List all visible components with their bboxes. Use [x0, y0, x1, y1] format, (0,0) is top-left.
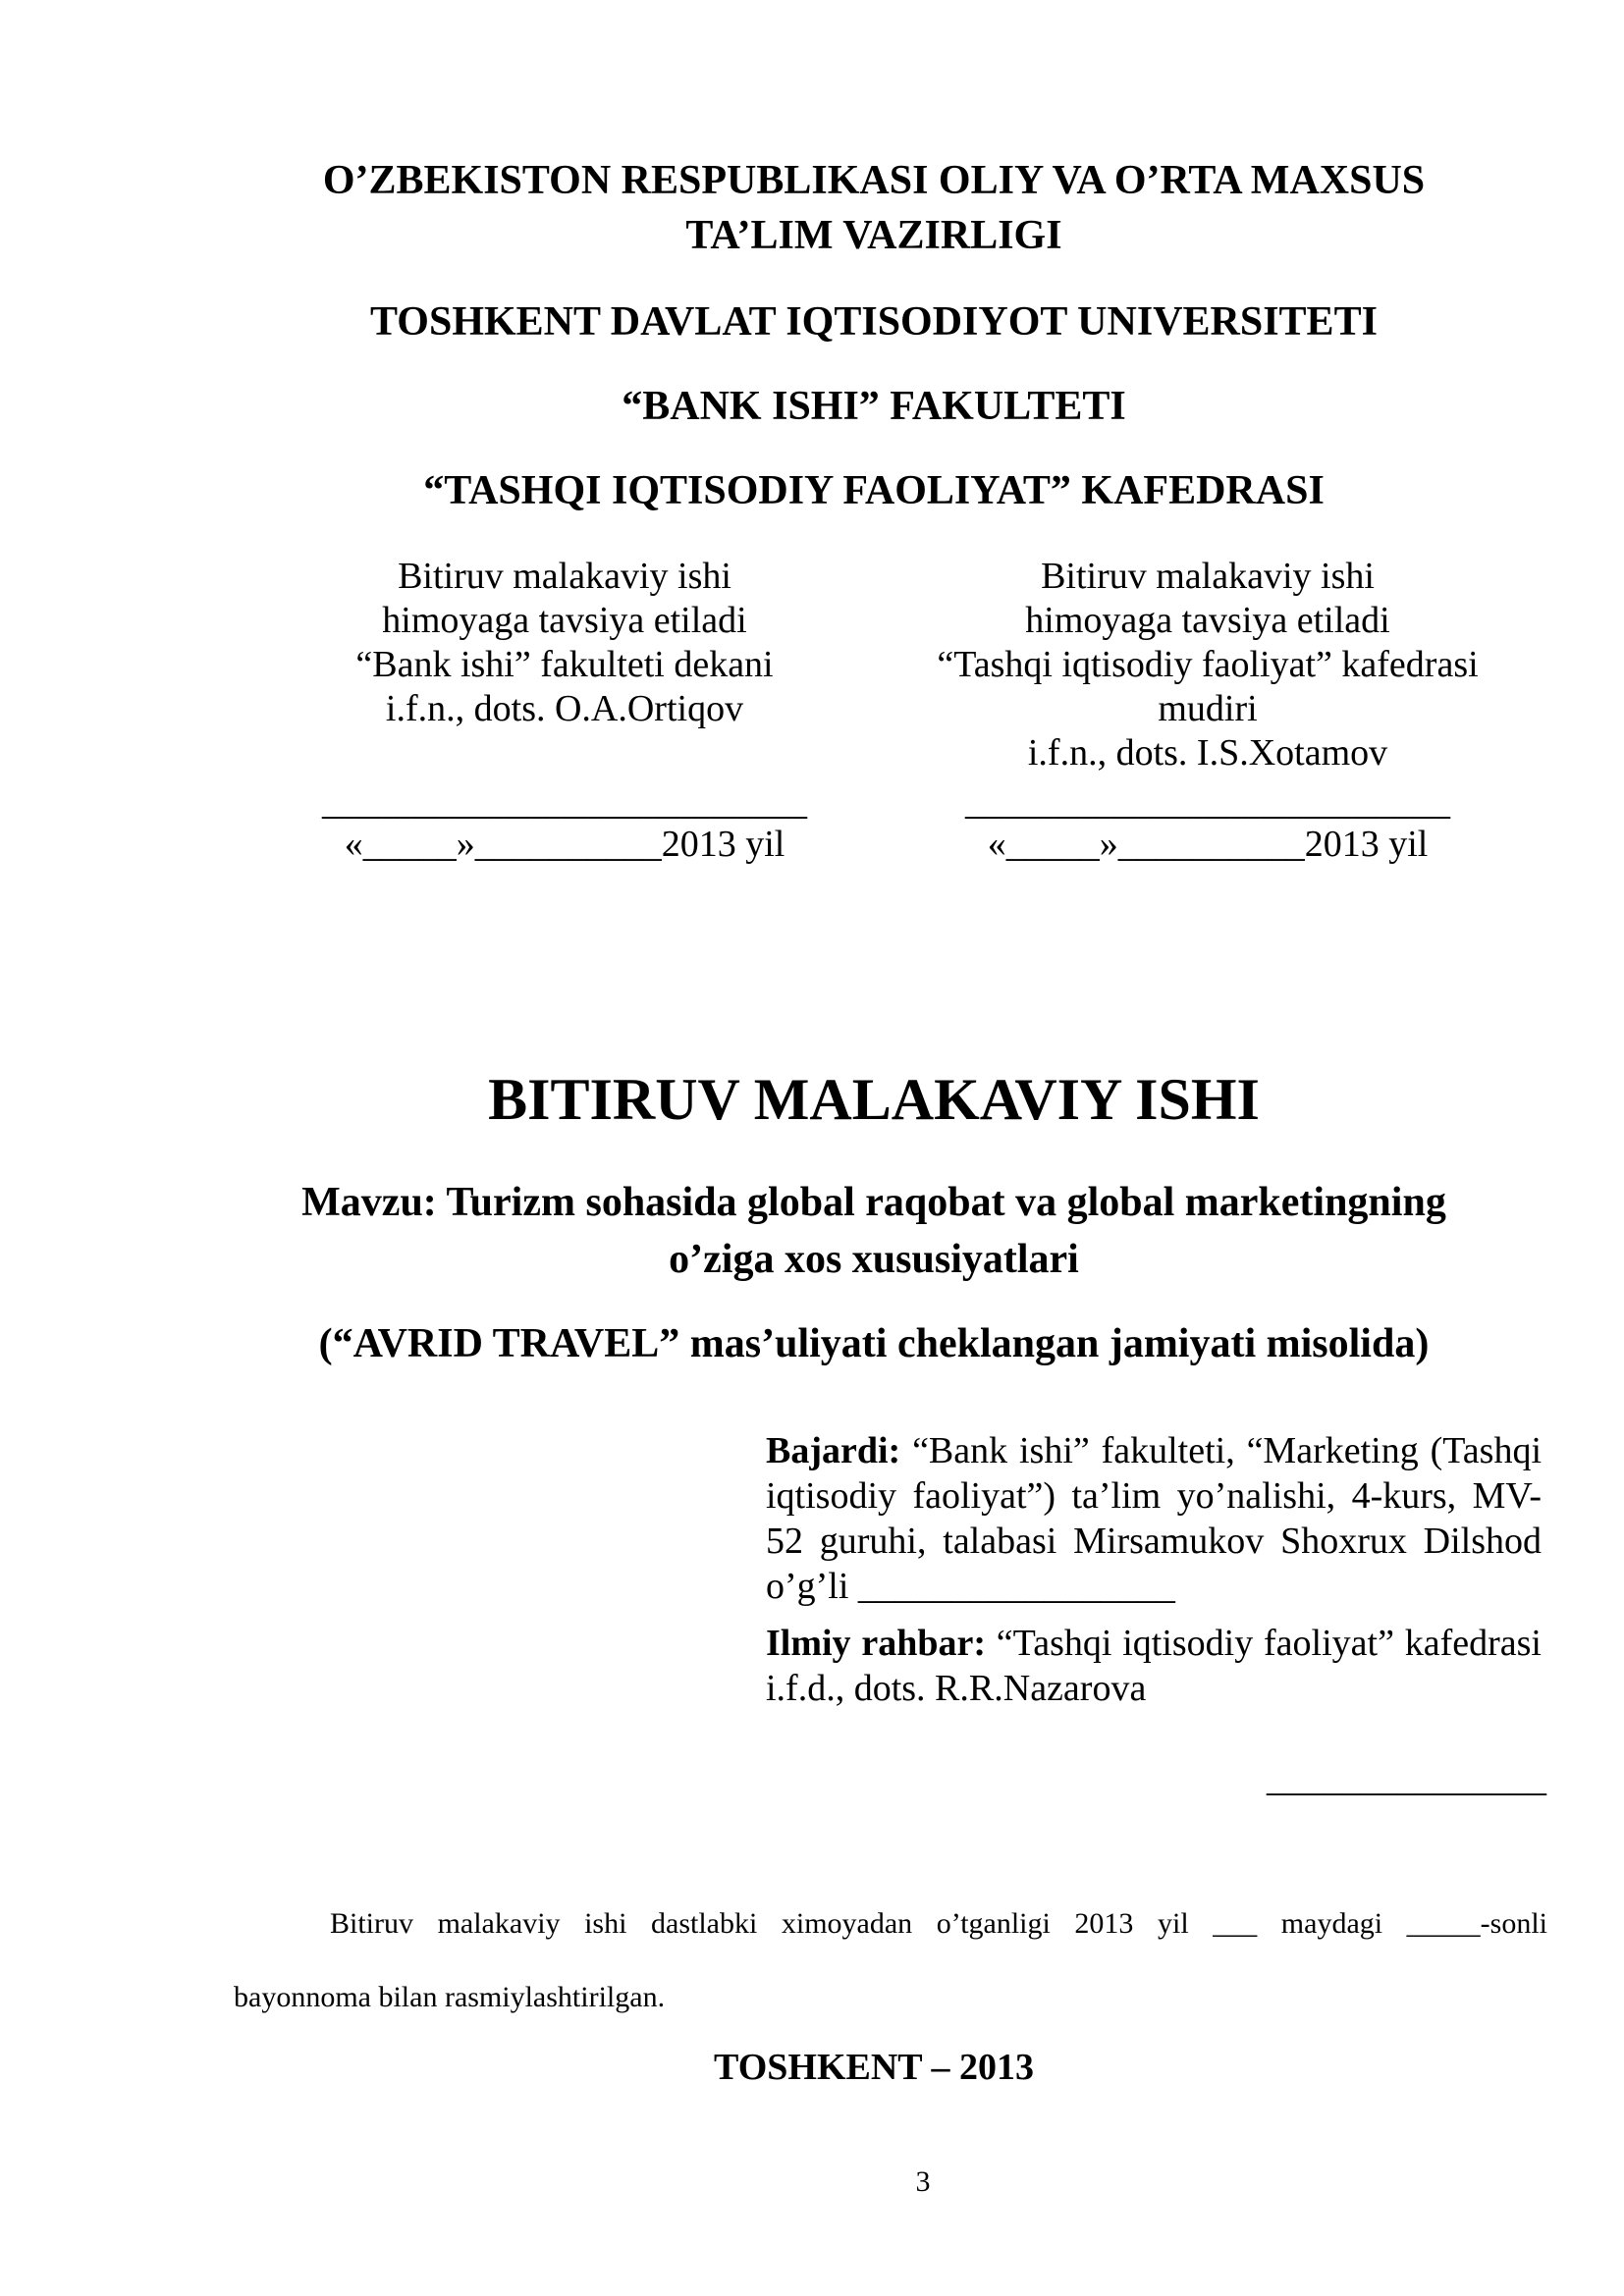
approval-left-line3: “Bank ishi” fakulteti dekani [355, 644, 774, 685]
ministry-line-2: TA’LIM VAZIRLIGI [685, 213, 1062, 258]
page-number: 3 [915, 2165, 931, 2198]
approval-left-line1: Bitiruv malakaviy ishi [398, 556, 731, 597]
author-block [766, 1428, 1542, 1711]
university-name: TOSHKENT DAVLAT IQTISODIYOT UNIVERSITETI [370, 299, 1378, 345]
approval-left-line4: i.f.n., dots. O.A.Ortiqov [385, 688, 744, 729]
approval-right-line4: mudiri [1158, 688, 1258, 729]
department-name: “TASHQI IQTISODIY FAOLIYAT” KAFEDRASI [423, 468, 1325, 513]
document-title: BITIRUV MALAKAVIY ISHI [488, 1067, 1260, 1132]
supervisor-label: Ilmiy rahbar: [766, 1623, 986, 1664]
supervisor-paragraph [766, 1621, 1542, 1711]
approval-left-date: «_____»__________2013 yil [344, 824, 785, 865]
defense-note-line-2: bayonnoma bilan rasmiylashtirilgan. [234, 1981, 666, 2013]
approval-right-signature: __________________________ [965, 781, 1450, 823]
subtitle: (“AVRID TRAVEL” mas’uliyati cheklangan jamiyati misolida) [318, 1321, 1430, 1366]
bajardi-label: Bajardi: [766, 1430, 901, 1471]
approval-right-line3: “Tashqi iqtisodiy faoliyat” kafedrasi [937, 644, 1479, 685]
ministry-line-1: O’ZBEKISTON RESPUBLIKASI OLIY VA O’RTA MAXSUS [322, 158, 1426, 203]
bajardi-text: “Bank ishi” fakulteti, “Marketing (Tashqi iqtisodiy faoliyat”) ta’lim yo’nalishi, 4-kurs, MV-52 guruhi, talabasi Mirsamukov Shoxrux Dilshod o’g’li _________________ [766, 1430, 1542, 1607]
approval-right-line2: himoyaga tavsiya etiladi [1025, 600, 1390, 641]
defense-note-line-1: Bitiruv malakaviy ishi dastlabki ximoyadan o’tganligi 2013 yil ___ maydagi _____-sonli [330, 1907, 1547, 1940]
faculty-name: “BANK ISHI” FAKULTETI [622, 384, 1126, 429]
approval-left [304, 555, 825, 731]
supervisor-signature-line: _______________ [1267, 1758, 1546, 1799]
topic-line-2: o’ziga xos xususiyatlari [669, 1237, 1079, 1282]
supervisor-text: “Tashqi iqtisodiy faoliyat” kafedrasi i.f.d., dots. R.R.Nazarova [766, 1623, 1542, 1709]
approval-right-date: «_____»__________2013 yil [987, 824, 1429, 865]
approval-right [913, 555, 1502, 775]
topic-line-1: Mavzu: Turizm sohasida global raqobat va global marketingning [301, 1180, 1446, 1225]
approval-left-signature: __________________________ [322, 781, 807, 823]
approval-left-line2: himoyaga tavsiya etiladi [382, 600, 747, 641]
approval-right-line1: Bitiruv malakaviy ishi [1041, 556, 1375, 597]
footer-city-year: TOSHKENT – 2013 [714, 2047, 1034, 2088]
approval-right-line5: i.f.n., dots. I.S.Xotamov [1027, 732, 1388, 774]
bajardi-paragraph [766, 1428, 1542, 1609]
